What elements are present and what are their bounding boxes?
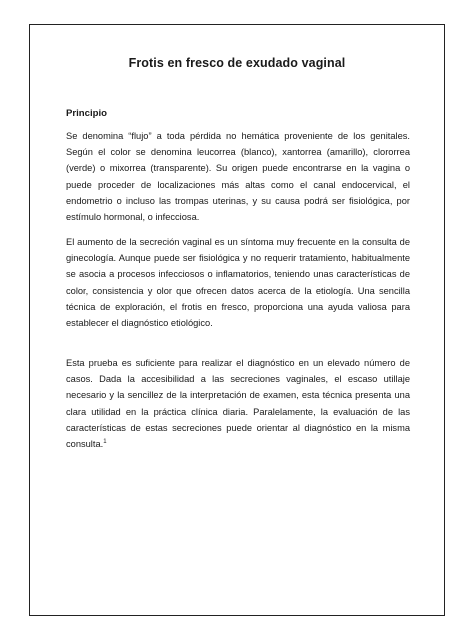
paragraph-diagnosis-text: Esta prueba es suficiente para realizar el diagnóstico en un elevado número de casos. Dada la accesibilidad a las secreciones vaginales, el escaso utillaje necesario y la sencillez de la interpretación de examen, esta técnica presenta una clara utilidad en la práctica clínica diaria. Paralelamente, la evaluación de las características de estas secreciones puede orientar al diagnóstico en la misma consulta.: [66, 358, 410, 450]
section-heading: Principio: [66, 108, 108, 119]
document-title: Frotis en fresco de exudado vaginal: [128, 56, 346, 70]
document-page: [29, 24, 445, 616]
paragraph-secretion: El aumento de la secreción vaginal es un síntoma muy frecuente en la consulta de ginecología. Aunque puede ser fisiológica y no requerir tratamiento, habitualmente se asocia a procesos infecciosos o inflamatorios, teniendo unas características de color, consistencia y olor que ofrecen datos acerca de la etiología. Una sencilla técnica de exploración, el frotis en fresco, proporciona una ayuda valiosa para establecer el diagnóstico etiológico.: [66, 237, 410, 329]
footnote-marker: 1: [103, 438, 107, 445]
paragraph-diagnosis: [66, 355, 410, 452]
paragraph-origin: Se denomina “flujo” a toda pérdida no hemática proveniente de los genitales. Según el color se denomina leucorrea (blanco), xantorrea (amarillo), clororrea (verde) o mixorrea (transparente). Su origen puede encontrarse en la vagina o puede proceder de localizaciones más altas como el canal endocervical, el endometrio o incluso las trompas uterinas, y su causa podrá ser fisiológica, por estímulo hormonal, o infecciosa.: [66, 131, 410, 223]
